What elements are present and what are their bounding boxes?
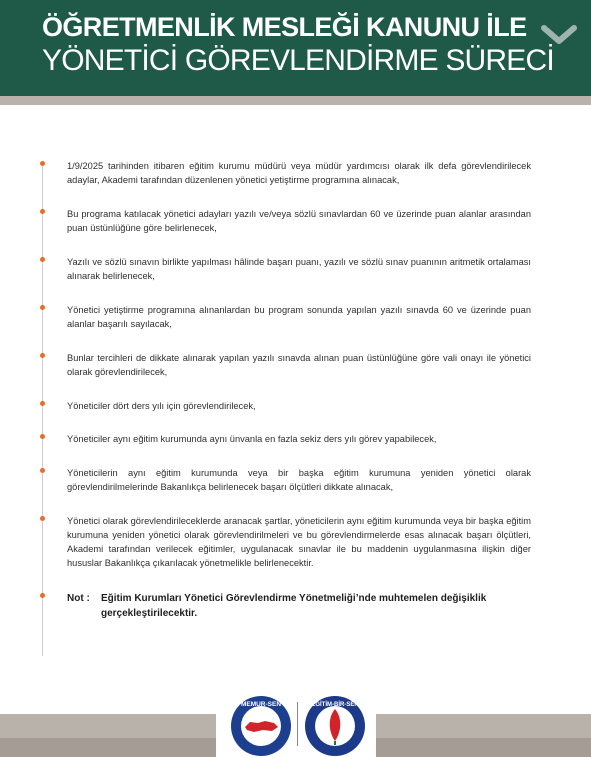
bullet-dot-icon — [40, 257, 45, 262]
bullet-dot-icon — [40, 209, 45, 214]
logo-divider — [297, 702, 298, 746]
item-text: Yöneticilerin aynı eğitim kurumunda veya bir başka eğitim kurumuna yeniden yönetici olarak görevlendirilmelerinde Bakanlıkça belirlenecek başarı ölçütleri dikkate alınacak, — [67, 468, 531, 492]
note-label: Not : — [67, 593, 90, 604]
memursen-logo — [230, 695, 292, 757]
bullet-dot-icon — [40, 161, 45, 166]
chevron-down-icon[interactable] — [541, 24, 577, 46]
item-text: Yönetici yetiştirme programına alınanlardan bu program sonunda yapılan yazılı sınavda 60 ve üzerinde puan alanlar başarılı sayılacak, — [67, 305, 531, 329]
svg-text:EĞİTİM-BİR-SEN: EĞİTİM-BİR-SEN — [311, 702, 359, 708]
item-text: Yöneticiler aynı eğitim kurumunda aynı ünvanla en fazla sekiz ders yılı görev yapabilecek, — [67, 434, 437, 444]
title-line-1: ÖĞRETMENLİK MESLEĞİ KANUNU İLE — [42, 12, 527, 42]
bullet-dot-icon — [40, 401, 45, 406]
egitimbirsen-logo — [304, 695, 366, 757]
bullet-dot-icon — [40, 516, 45, 521]
note-dot-icon — [40, 593, 45, 598]
bullet-dot-icon — [40, 353, 45, 358]
bullet-dot-icon — [40, 468, 45, 473]
item-text: Bu programa katılacak yönetici adayları yazılı ve/veya sözlü sınavlardan 60 ve üzerinde puan alanlar arasından puan üstünlüğüne göre belirlenecek, — [67, 209, 531, 233]
timeline-line — [42, 162, 43, 656]
header-stripe — [0, 96, 591, 105]
bullet-dot-icon — [40, 434, 45, 439]
item-text: 1/9/2025 tarihinden itibaren eğitim kurumu müdürü veya müdür yardımcısı olarak ilk defa görevlendirilecek adaylar, Akademi tarafından düzenlenen yönetici yetiştirme programına alınacak, — [67, 161, 531, 185]
note-text: Eğitim Kurumları Yönetici Görevlendirme Yönetmeliği’nde muhtemelen değişiklik gerçekleştirilecektir. — [101, 593, 487, 619]
svg-text:MEMUR-SEN: MEMUR-SEN — [240, 701, 282, 708]
item-text: Yazılı ve sözlü sınavın birlikte yapılması hâlinde başarı puanı, yazılı ve sözlü sınav puanının aritmetik ortalaması alınarak belirlenecek, — [67, 257, 531, 281]
item-text: Bunlar tercihleri de dikkate alınarak yapılan yazılı sınavda alınan puan üstünlüğüne göre vali onayı ile yönetici olarak görevlendirilecek, — [67, 353, 531, 377]
header-banner — [0, 0, 591, 96]
bullet-dot-icon — [40, 305, 45, 310]
title-line-2: YÖNETİCİ GÖREVLENDİRME SÜRECİ — [42, 44, 554, 77]
item-text: Yöneticiler dört ders yılı için görevlendirilecek, — [67, 401, 256, 411]
item-text: Yönetici olarak görevlendirileceklerde aranacak şartlar, yöneticilerin aynı eğitim kurumunda veya bir başka eğitim kurumuna yeniden yönetici olarak görevlendirilmeleri ve bu görevlendirmelerde esas alınacak başarı ölçütleri, Akademi tarafından verilecek eğitimler, uygulanacak sınavlar ile bu maddenin uygulanmasına ilişkin diğer hususlar Bakanlıkça çıkarılacak yönetmelikle belirlenecektir. — [67, 516, 531, 568]
